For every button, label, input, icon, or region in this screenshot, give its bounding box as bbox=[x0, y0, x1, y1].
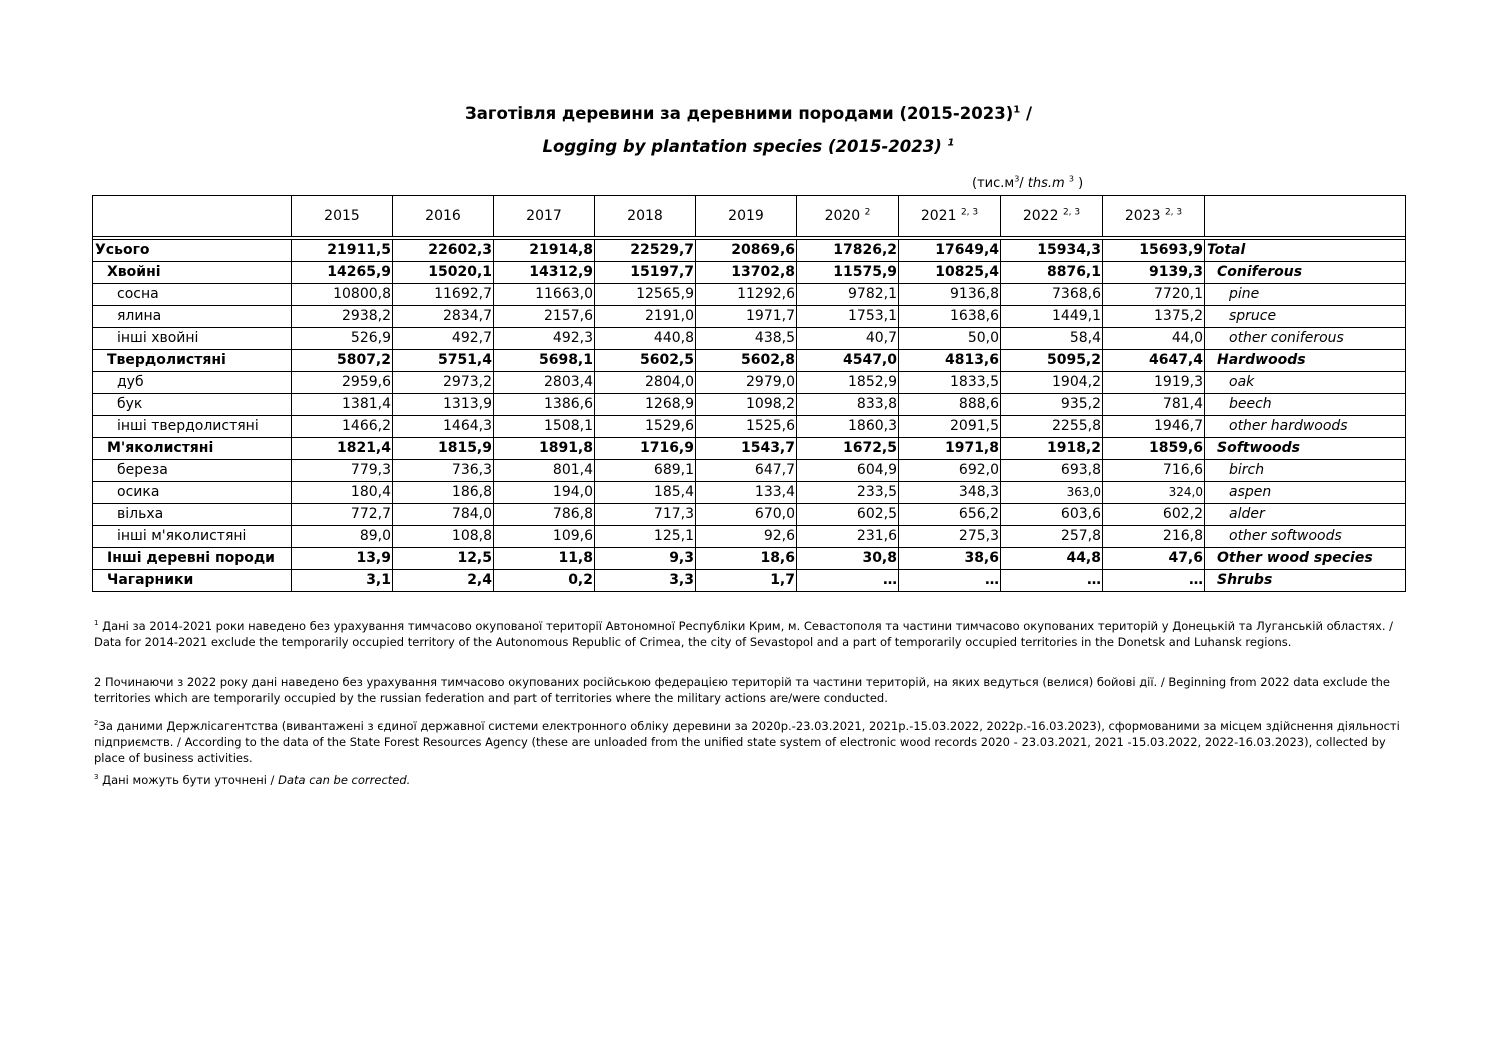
row-label-en: Coniferous bbox=[1205, 262, 1406, 284]
row-label-ua: інші м'яколистяні bbox=[93, 526, 292, 548]
cell-value: 216,8 bbox=[1103, 526, 1205, 548]
cell-value: 2834,7 bbox=[393, 306, 494, 328]
cell-value: 1464,3 bbox=[393, 416, 494, 438]
row-label-ua: бук bbox=[93, 394, 292, 416]
cell-value: 15020,1 bbox=[393, 262, 494, 284]
footnote-4-en: Data can be corrected. bbox=[278, 773, 411, 787]
cell-value: … bbox=[1103, 570, 1205, 592]
cell-value: 324,0 bbox=[1103, 482, 1205, 504]
table-row bbox=[93, 240, 1406, 262]
cell-value: 1753,1 bbox=[797, 306, 899, 328]
header-year bbox=[899, 196, 1001, 237]
footnote-4-mark: 3 bbox=[94, 773, 99, 782]
cell-value: 779,3 bbox=[292, 460, 393, 482]
cell-value: 9139,3 bbox=[1103, 262, 1205, 284]
cell-value: 8876,1 bbox=[1001, 262, 1103, 284]
table-row bbox=[93, 372, 1406, 394]
header-year-footnote-mark: 2, 3 bbox=[1164, 207, 1183, 218]
table-row bbox=[93, 438, 1406, 460]
row-label-en: other hardwoods bbox=[1205, 416, 1406, 438]
cell-value: 14265,9 bbox=[292, 262, 393, 284]
row-label-ua: Твердолистяні bbox=[93, 350, 292, 372]
title-ua-text: Заготівля деревини за деревними породами (2015-2023) bbox=[465, 104, 1014, 123]
cell-value: 1638,6 bbox=[899, 306, 1001, 328]
cell-value: 717,3 bbox=[595, 504, 696, 526]
cell-value: 786,8 bbox=[494, 504, 595, 526]
cell-value: 180,4 bbox=[292, 482, 393, 504]
cell-value: 1918,2 bbox=[1001, 438, 1103, 460]
row-label-en: Softwoods bbox=[1205, 438, 1406, 460]
cell-value: 736,3 bbox=[393, 460, 494, 482]
cell-value: 20869,6 bbox=[696, 240, 797, 262]
cell-value: 12565,9 bbox=[595, 284, 696, 306]
table-row bbox=[93, 306, 1406, 328]
table-row bbox=[93, 460, 1406, 482]
row-label-en: aspen bbox=[1205, 482, 1406, 504]
cell-value: 2157,6 bbox=[494, 306, 595, 328]
cell-value: 348,3 bbox=[899, 482, 1001, 504]
cell-value: 5095,2 bbox=[1001, 350, 1103, 372]
header-year-label: 2019 bbox=[728, 208, 764, 224]
cell-value: 363,0 bbox=[1001, 482, 1103, 504]
cell-value: 1268,9 bbox=[595, 394, 696, 416]
header-year-label: 2017 bbox=[526, 208, 562, 224]
header-year bbox=[494, 196, 595, 237]
header-year-label: 2022 bbox=[1022, 208, 1059, 224]
cell-value: 5602,8 bbox=[696, 350, 797, 372]
cell-value: 7368,6 bbox=[1001, 284, 1103, 306]
cell-value: 656,2 bbox=[899, 504, 1001, 526]
cell-value: 888,6 bbox=[899, 394, 1001, 416]
cell-value: 14312,9 bbox=[494, 262, 595, 284]
row-label-ua: сосна bbox=[93, 284, 292, 306]
cell-value: 604,9 bbox=[797, 460, 899, 482]
cell-value: 1891,8 bbox=[494, 438, 595, 460]
cell-value: 109,6 bbox=[494, 526, 595, 548]
header-year bbox=[1103, 196, 1205, 237]
row-label-ua: інші твердолистяні bbox=[93, 416, 292, 438]
header-year-label: 2018 bbox=[627, 208, 663, 224]
row-label-ua: Інші деревні породи bbox=[93, 548, 292, 570]
row-label-ua: Чагарники bbox=[93, 570, 292, 592]
cell-value: 833,8 bbox=[797, 394, 899, 416]
cell-value: … bbox=[797, 570, 899, 592]
cell-value: 3,3 bbox=[595, 570, 696, 592]
cell-value: 108,8 bbox=[393, 526, 494, 548]
table-row bbox=[93, 416, 1406, 438]
cell-value: 670,0 bbox=[696, 504, 797, 526]
row-label-en: spruce bbox=[1205, 306, 1406, 328]
row-label-en: birch bbox=[1205, 460, 1406, 482]
header-year bbox=[797, 196, 899, 237]
cell-value: 2959,6 bbox=[292, 372, 393, 394]
cell-value: 1525,6 bbox=[696, 416, 797, 438]
table-row bbox=[93, 526, 1406, 548]
row-label-en: pine bbox=[1205, 284, 1406, 306]
header-year bbox=[393, 196, 494, 237]
footnote-4-ua: Дані можуть бути уточнені / bbox=[98, 773, 279, 787]
table-row bbox=[93, 482, 1406, 504]
cell-value: … bbox=[899, 570, 1001, 592]
row-label-ua: інші хвойні bbox=[93, 328, 292, 350]
cell-value: 1919,3 bbox=[1103, 372, 1205, 394]
footnote-1 bbox=[94, 618, 1404, 650]
table-row bbox=[93, 570, 1406, 592]
cell-value: 1375,2 bbox=[1103, 306, 1205, 328]
cell-value: 1859,6 bbox=[1103, 438, 1205, 460]
row-label-en: oak bbox=[1205, 372, 1406, 394]
cell-value: 11692,7 bbox=[393, 284, 494, 306]
header-year-footnote-mark: 2, 3 bbox=[1062, 207, 1081, 218]
cell-value: 15693,9 bbox=[1103, 240, 1205, 262]
cell-value: 1672,5 bbox=[797, 438, 899, 460]
cell-value: 2979,0 bbox=[696, 372, 797, 394]
table-row bbox=[93, 328, 1406, 350]
header-blank-right bbox=[1205, 196, 1406, 237]
cell-value: 22602,3 bbox=[393, 240, 494, 262]
header-year-label: 2016 bbox=[425, 208, 461, 224]
cell-value: 438,5 bbox=[696, 328, 797, 350]
cell-value: 185,4 bbox=[595, 482, 696, 504]
cell-value: 257,8 bbox=[1001, 526, 1103, 548]
header-year-footnote-mark: 2 bbox=[864, 207, 871, 218]
cell-value: 1815,9 bbox=[393, 438, 494, 460]
table-row bbox=[93, 548, 1406, 570]
header-year bbox=[595, 196, 696, 237]
cell-value: 1716,9 bbox=[595, 438, 696, 460]
cell-value: 92,6 bbox=[696, 526, 797, 548]
cell-value: 233,5 bbox=[797, 482, 899, 504]
cell-value: 0,2 bbox=[494, 570, 595, 592]
row-label-ua: Хвойні bbox=[93, 262, 292, 284]
cell-value: 11,8 bbox=[494, 548, 595, 570]
row-label-en: Other wood species bbox=[1205, 548, 1406, 570]
cell-value: 9782,1 bbox=[797, 284, 899, 306]
cell-value: 11575,9 bbox=[797, 262, 899, 284]
row-label-en: alder bbox=[1205, 504, 1406, 526]
cell-value: 9136,8 bbox=[899, 284, 1001, 306]
cell-value: 22529,7 bbox=[595, 240, 696, 262]
cell-value: 21911,5 bbox=[292, 240, 393, 262]
cell-value: 7720,1 bbox=[1103, 284, 1205, 306]
title-ukrainian bbox=[0, 104, 1497, 123]
footnote-3 bbox=[94, 718, 1404, 766]
cell-value: 5602,5 bbox=[595, 350, 696, 372]
cell-value: 1971,7 bbox=[696, 306, 797, 328]
cell-value: 1529,6 bbox=[595, 416, 696, 438]
header-year-footnote-mark: 2, 3 bbox=[960, 207, 979, 218]
cell-value: 1860,3 bbox=[797, 416, 899, 438]
cell-value: 125,1 bbox=[595, 526, 696, 548]
cell-value: 2191,0 bbox=[595, 306, 696, 328]
header-row bbox=[93, 196, 1406, 237]
cell-value: 4647,4 bbox=[1103, 350, 1205, 372]
cell-value: 11663,0 bbox=[494, 284, 595, 306]
units-suffix: ) bbox=[1073, 176, 1084, 191]
cell-value: 5807,2 bbox=[292, 350, 393, 372]
cell-value: 1833,5 bbox=[899, 372, 1001, 394]
cell-value: 3,1 bbox=[292, 570, 393, 592]
cell-value: 231,6 bbox=[797, 526, 899, 548]
cell-value: 2091,5 bbox=[899, 416, 1001, 438]
cell-value: 1543,7 bbox=[696, 438, 797, 460]
cell-value: 44,8 bbox=[1001, 548, 1103, 570]
row-label-ua: дуб bbox=[93, 372, 292, 394]
cell-value: 935,2 bbox=[1001, 394, 1103, 416]
header-blank-left bbox=[93, 196, 292, 237]
footnote-1-text: Дані за 2014-2021 роки наведено без урахування тимчасово окупованої території Автономної Республіки Крим, м. Севастополя та частини тимчасово окупованих територій у Донецькій та Луганській областях. / Data for 2014-2021 exclude the temporarily occupied territory of the Autonomous Republic of Crimea, the city of Sevastopol and a part of temporarily occupied territories in the Donetsk and Luhansk regions. bbox=[94, 619, 1394, 649]
row-label-en: other coniferous bbox=[1205, 328, 1406, 350]
header-year bbox=[292, 196, 393, 237]
cell-value: 1971,8 bbox=[899, 438, 1001, 460]
cell-value: 1466,2 bbox=[292, 416, 393, 438]
cell-value: 18,6 bbox=[696, 548, 797, 570]
cell-value: 602,5 bbox=[797, 504, 899, 526]
cell-value: 194,0 bbox=[494, 482, 595, 504]
row-label-en: beech bbox=[1205, 394, 1406, 416]
row-label-ua: Усього bbox=[93, 240, 292, 262]
row-label-ua: осика bbox=[93, 482, 292, 504]
cell-value: 1098,2 bbox=[696, 394, 797, 416]
row-label-en: Shrubs bbox=[1205, 570, 1406, 592]
cell-value: 2973,2 bbox=[393, 372, 494, 394]
cell-value: 1852,9 bbox=[797, 372, 899, 394]
cell-value: 440,8 bbox=[595, 328, 696, 350]
cell-value: 5751,4 bbox=[393, 350, 494, 372]
cell-value: … bbox=[1001, 570, 1103, 592]
cell-value: 40,7 bbox=[797, 328, 899, 350]
header-year-label: 2020 bbox=[824, 208, 861, 224]
cell-value: 2804,0 bbox=[595, 372, 696, 394]
table-body bbox=[93, 240, 1406, 592]
footnote-2-text: 2 Починаючи з 2022 року дані наведено без урахування тимчасово окупованих російською федерацією територій та частини територій, на яких ведуться (велися) бойові дії. / Beginning from 2022 data exclude the territories which are temporarily occupied by the russian federation and part of territories where the military actions are/were conducted. bbox=[94, 675, 1390, 705]
cell-value: 689,1 bbox=[595, 460, 696, 482]
row-label-ua: вільха bbox=[93, 504, 292, 526]
title-ua-footnote-mark: 1 bbox=[1013, 104, 1021, 116]
cell-value: 602,2 bbox=[1103, 504, 1205, 526]
table-row bbox=[93, 350, 1406, 372]
cell-value: 1946,7 bbox=[1103, 416, 1205, 438]
cell-value: 781,4 bbox=[1103, 394, 1205, 416]
cell-value: 89,0 bbox=[292, 526, 393, 548]
cell-value: 30,8 bbox=[797, 548, 899, 570]
cell-value: 13,9 bbox=[292, 548, 393, 570]
cell-value: 133,4 bbox=[696, 482, 797, 504]
header-year-label: 2015 bbox=[324, 208, 360, 224]
units-label bbox=[972, 176, 1083, 191]
row-label-en: other softwoods bbox=[1205, 526, 1406, 548]
cell-value: 1449,1 bbox=[1001, 306, 1103, 328]
cell-value: 4813,6 bbox=[899, 350, 1001, 372]
cell-value: 44,0 bbox=[1103, 328, 1205, 350]
cell-value: 1508,1 bbox=[494, 416, 595, 438]
row-label-ua: М'яколистяні bbox=[93, 438, 292, 460]
footnote-2 bbox=[94, 674, 1404, 706]
cell-value: 4547,0 bbox=[797, 350, 899, 372]
cell-value: 2,4 bbox=[393, 570, 494, 592]
units-prefix: (тис.м bbox=[972, 176, 1015, 191]
cell-value: 58,4 bbox=[1001, 328, 1103, 350]
cell-value: 47,6 bbox=[1103, 548, 1205, 570]
cell-value: 772,7 bbox=[292, 504, 393, 526]
cell-value: 1,7 bbox=[696, 570, 797, 592]
cell-value: 492,3 bbox=[494, 328, 595, 350]
cell-value: 10800,8 bbox=[292, 284, 393, 306]
cell-value: 2803,4 bbox=[494, 372, 595, 394]
footnote-3-text: За даними Держлісагентства (вивантажені з єдиної державної системи електронного обліку деревини за 2020р.-23.03.2021, 2021р.-15.03.2022, 2022р.-16.03.2023), сформованими за місцем здійснення діяльності підприємств. / According to the data of the State Forest Resources Agency (these are unloaded from the unified state system of electronic wood records 2020 - 23.03.2021, 2021 -15.03.2022, 2022-16.03.2023), collected by place of business activities. bbox=[94, 719, 1400, 765]
cell-value: 603,6 bbox=[1001, 504, 1103, 526]
cell-value: 17826,2 bbox=[797, 240, 899, 262]
units-sup-1: 3 bbox=[1014, 174, 1020, 184]
cell-value: 11292,6 bbox=[696, 284, 797, 306]
units-sup-2: 3 bbox=[1068, 174, 1074, 184]
table-row bbox=[93, 284, 1406, 306]
title-en-footnote-mark: 1 bbox=[947, 137, 955, 149]
cell-value: 13702,8 bbox=[696, 262, 797, 284]
cell-value: 12,5 bbox=[393, 548, 494, 570]
title-en-text: Logging by plantation species (2015-2023) bbox=[542, 137, 942, 156]
cell-value: 275,3 bbox=[899, 526, 1001, 548]
cell-value: 784,0 bbox=[393, 504, 494, 526]
title-english bbox=[0, 137, 1497, 156]
cell-value: 1386,6 bbox=[494, 394, 595, 416]
cell-value: 17649,4 bbox=[899, 240, 1001, 262]
cell-value: 15934,3 bbox=[1001, 240, 1103, 262]
title-ua-separator: / bbox=[1020, 104, 1032, 123]
footnote-1-mark: 1 bbox=[94, 619, 99, 628]
table-row bbox=[93, 394, 1406, 416]
cell-value: 1821,4 bbox=[292, 438, 393, 460]
table-row bbox=[93, 504, 1406, 526]
cell-value: 2255,8 bbox=[1001, 416, 1103, 438]
footnote-4 bbox=[94, 772, 1404, 788]
cell-value: 15197,7 bbox=[595, 262, 696, 284]
header-year-label: 2021 bbox=[920, 208, 957, 224]
cell-value: 9,3 bbox=[595, 548, 696, 570]
cell-value: 50,0 bbox=[899, 328, 1001, 350]
header-year bbox=[1001, 196, 1103, 237]
cell-value: 692,0 bbox=[899, 460, 1001, 482]
cell-value: 2938,2 bbox=[292, 306, 393, 328]
cell-value: 1904,2 bbox=[1001, 372, 1103, 394]
units-en: ths.m bbox=[1027, 176, 1065, 191]
cell-value: 186,8 bbox=[393, 482, 494, 504]
row-label-en: Hardwoods bbox=[1205, 350, 1406, 372]
cell-value: 10825,4 bbox=[899, 262, 1001, 284]
cell-value: 1313,9 bbox=[393, 394, 494, 416]
units-mid: / bbox=[1019, 176, 1028, 191]
row-label-en: Total bbox=[1205, 240, 1406, 262]
cell-value: 492,7 bbox=[393, 328, 494, 350]
cell-value: 21914,8 bbox=[494, 240, 595, 262]
header-year bbox=[696, 196, 797, 237]
cell-value: 716,6 bbox=[1103, 460, 1205, 482]
row-label-ua: береза bbox=[93, 460, 292, 482]
cell-value: 647,7 bbox=[696, 460, 797, 482]
logging-table bbox=[92, 195, 1406, 592]
cell-value: 5698,1 bbox=[494, 350, 595, 372]
header-year-label: 2023 bbox=[1124, 208, 1161, 224]
cell-value: 526,9 bbox=[292, 328, 393, 350]
cell-value: 38,6 bbox=[899, 548, 1001, 570]
cell-value: 1381,4 bbox=[292, 394, 393, 416]
row-label-ua: ялина bbox=[93, 306, 292, 328]
footnote-3-mark: 2 bbox=[94, 719, 99, 728]
table-row bbox=[93, 262, 1406, 284]
cell-value: 693,8 bbox=[1001, 460, 1103, 482]
cell-value: 801,4 bbox=[494, 460, 595, 482]
